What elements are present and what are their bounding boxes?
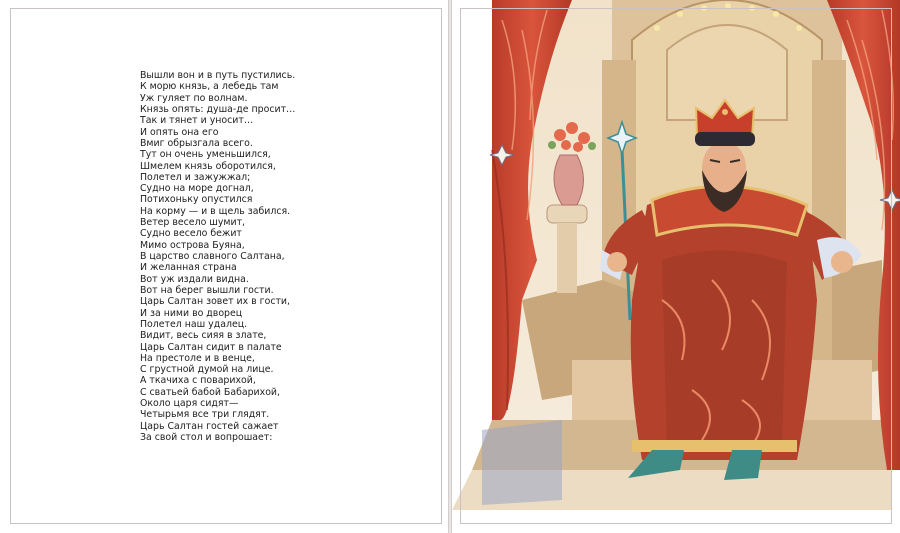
poem-line: С грустной думой на лице. [140,364,274,376]
left-page [0,0,448,533]
poem-line: К морю князь, а лебедь там [140,81,279,93]
poem-line: Тут он очень уменьшился, [140,149,271,161]
poem-line: И опять она его [140,126,219,138]
poem-line: Вот на берег вышли гости. [140,284,274,296]
poem-line: Царь Салтан зовет их в гости, [140,296,291,308]
poem-line: На корму — и в щель забился. [140,205,291,217]
poem-line: Вмиг обрызгала всего. [140,137,253,149]
poem-line: Судно весело бежит [140,228,242,240]
poem-line: Судно на море догнал, [140,183,254,195]
poem-line: В царство славного Салтана, [140,251,285,262]
poem-line: Уж гуляет по волнам. [140,92,248,104]
poem-line: Четырьмя все три глядят. [140,409,270,421]
poem-line: Шмелем князь оборотился, [140,160,276,172]
tsar-saltan-illustration [452,0,900,533]
poem-line: Полетел наш удалец. [140,318,248,330]
poem-line: Царь Салтан сидит в палате [140,341,282,353]
poem-line: А ткачиха с поварихой, [140,375,256,387]
poem-line: Около царя сидят— [140,398,239,410]
poem-line: Царь Салтан гостей сажает [140,420,279,432]
poem-line: Мимо острова Буяна, [140,239,245,251]
poem-line: Ветер весело шумит, [140,217,246,229]
poem-line: За свой стол и вопрошает: [140,432,273,443]
poem-line: Князь опять: душа-де просит… [140,103,296,115]
poem-line: Так и тянет и уносит… [140,115,254,127]
poem-line: Полетел и зажужжал; [140,171,251,183]
right-page [452,0,900,533]
poem-line: С сватьей бабой Бабарихой, [140,386,280,398]
poem-text [140,70,430,443]
poem-line: И за ними во дворец [140,307,243,319]
poem-line: Потихоньку опустился [140,194,253,206]
poem-line: Видит, весь сияя в злате, [140,330,267,342]
poem-line: Вышли вон и в путь пустились. [140,70,296,81]
poem-line: На престоле и в венце, [140,352,255,364]
poem-line: И желанная страна [140,262,237,274]
poem-line: Вот уж издали видна. [140,273,249,285]
